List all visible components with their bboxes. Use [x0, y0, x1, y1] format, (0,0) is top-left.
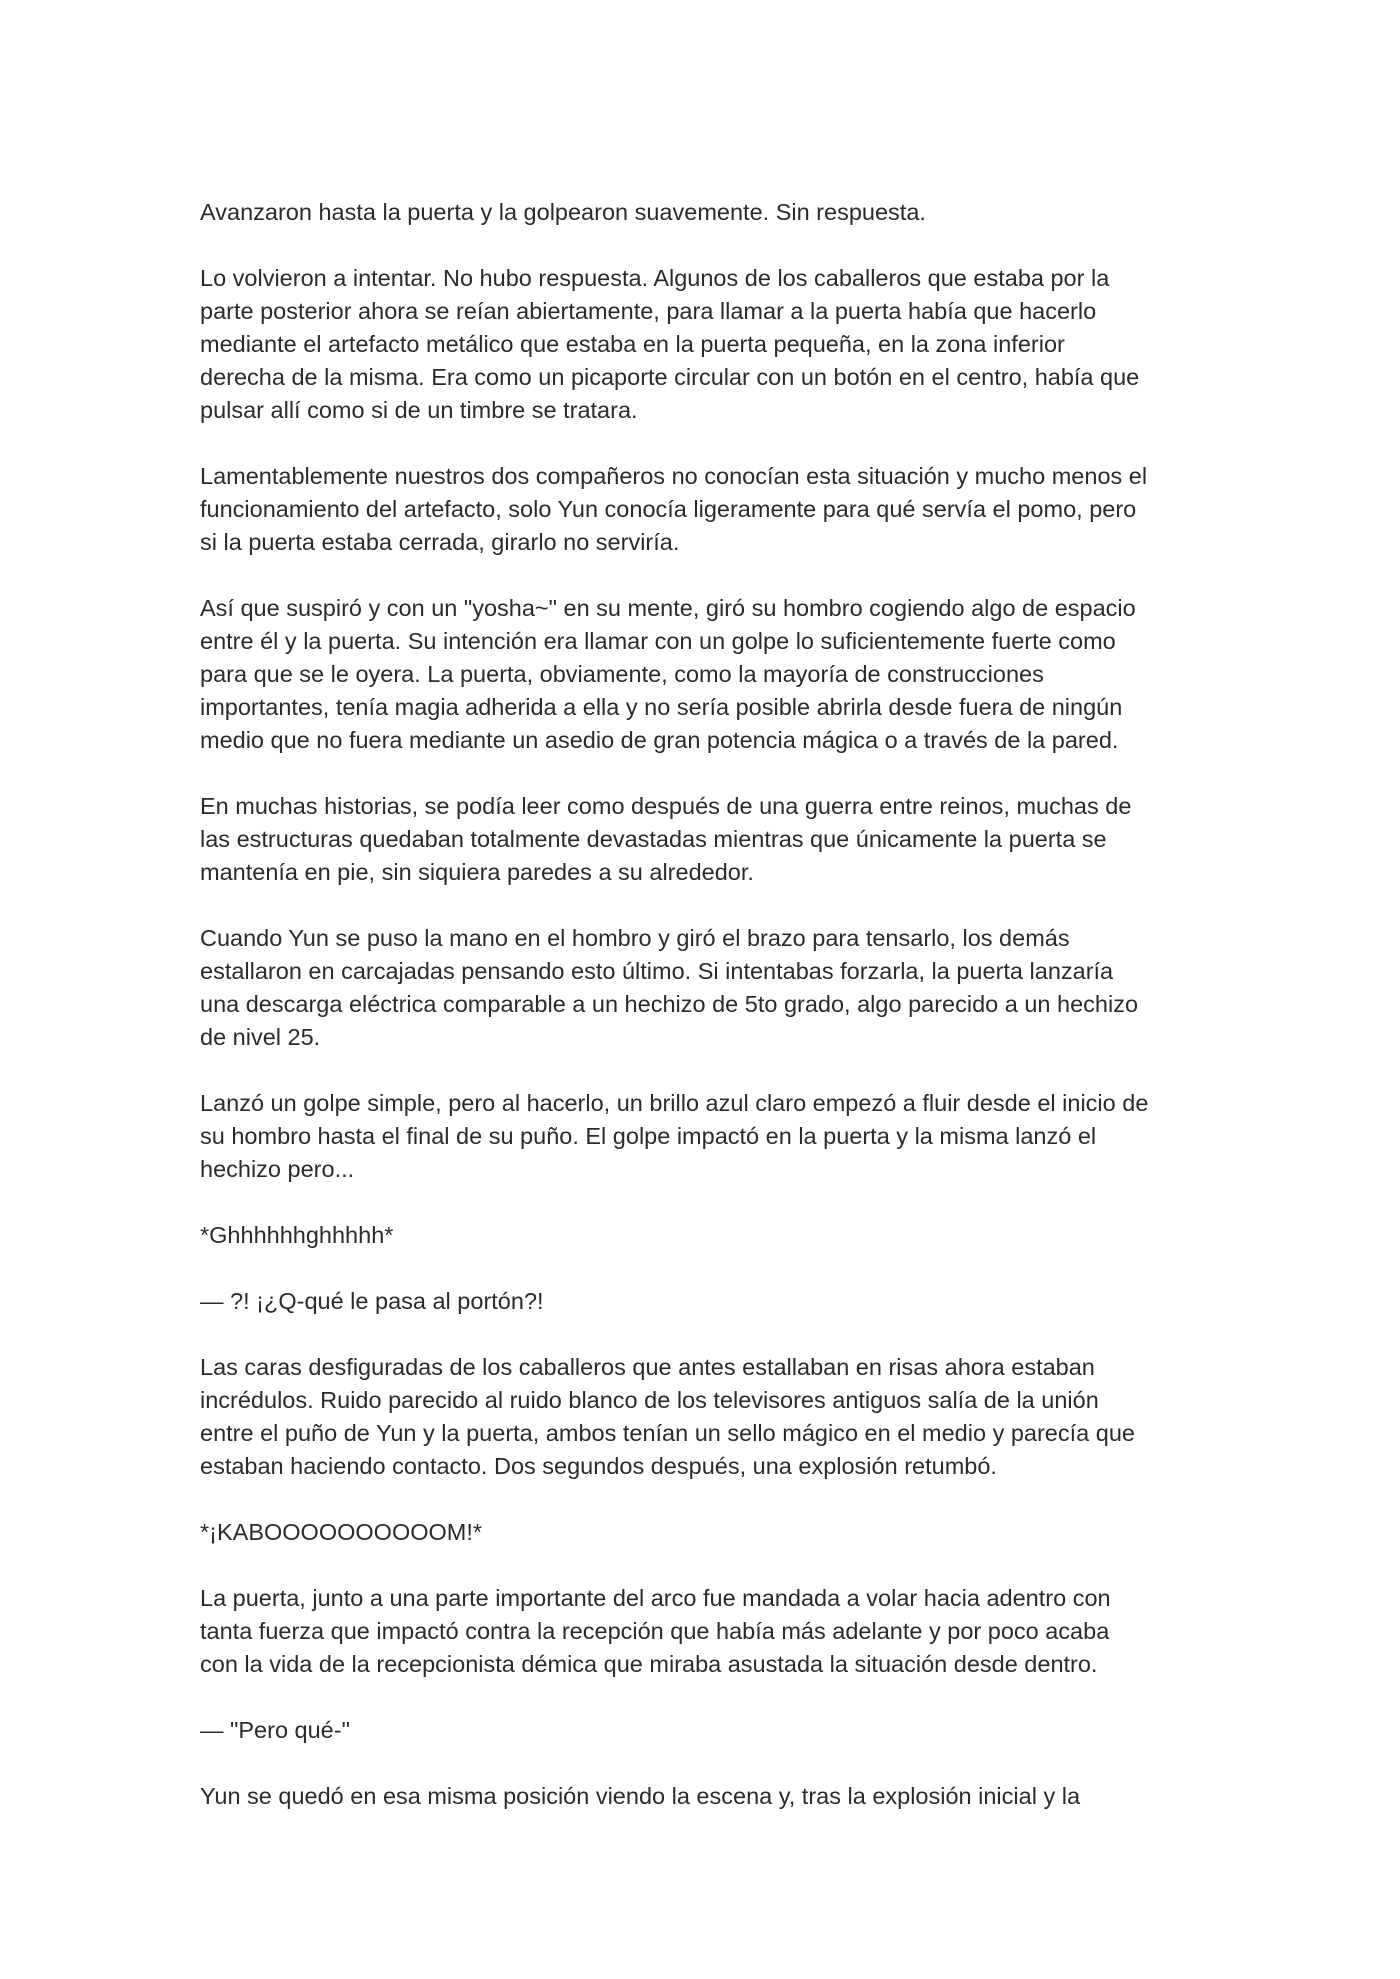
text-line: con la vida de la recepcionista démica que miraba asustada la situación desde dentro.: [200, 1651, 1098, 1677]
paragraph: [200, 790, 1210, 889]
text-line: Yun se quedó en esa misma posición viendo la escena y, tras la explosión inicial y la: [200, 1783, 1081, 1809]
text-line: Lo volvieron a intentar. No hubo respuesta. Algunos de los caballeros que estaba por la: [200, 265, 1110, 291]
text-line: mediante el artefacto metálico que estaba en la puerta pequeña, en la zona inferior: [200, 331, 1065, 357]
paragraph: [200, 460, 1210, 559]
text-line: una descarga eléctrica comparable a un hechizo de 5to grado, algo parecido a un hechizo: [200, 991, 1139, 1017]
text-line: Lanzó un golpe simple, pero al hacerlo, un brillo azul claro empezó a fluir desde el inicio de: [200, 1090, 1149, 1116]
paragraph: [200, 1087, 1210, 1186]
paragraph: [200, 1780, 1210, 1813]
paragraph: [200, 1351, 1210, 1483]
text-line: — "Pero qué-": [200, 1717, 350, 1743]
paragraph: [200, 1516, 1210, 1549]
paragraph: [200, 1714, 1210, 1747]
text-line: La puerta, junto a una parte importante del arco fue mandada a volar hacia adentro con: [200, 1585, 1111, 1611]
text-line: Las caras desfiguradas de los caballeros que antes estallaban en risas ahora estaban: [200, 1354, 1095, 1380]
text-line: En muchas historias, se podía leer como después de una guerra entre reinos, muchas de: [200, 793, 1132, 819]
paragraph: [200, 262, 1210, 427]
text-line: parte posterior ahora se reían abiertamente, para llamar a la puerta había que hacerlo: [200, 298, 1097, 324]
text-line: las estructuras quedaban totalmente devastadas mientras que únicamente la puerta se: [200, 826, 1107, 852]
text-line: funcionamiento del artefacto, solo Yun conocía ligeramente para qué servía el pomo, pero: [200, 496, 1137, 522]
text-line: incrédulos. Ruido parecido al ruido blanco de los televisores antiguos salía de la unión: [200, 1387, 1099, 1413]
paragraph: [200, 196, 1210, 229]
text-line: su hombro hasta el final de su puño. El golpe impactó en la puerta y la misma lanzó el: [200, 1123, 1097, 1149]
text-line: *Ghhhhhhghhhhh*: [200, 1222, 394, 1248]
paragraph: [200, 592, 1210, 757]
text-line: hechizo pero...: [200, 1156, 355, 1182]
text-line: Avanzaron hasta la puerta y la golpearon suavemente. Sin respuesta.: [200, 199, 926, 225]
text-line: pulsar allí como si de un timbre se tratara.: [200, 397, 638, 423]
paragraph: [200, 1219, 1210, 1252]
text-line: medio que no fuera mediante un asedio de gran potencia mágica o a través de la pared.: [200, 727, 1119, 753]
text-line: *¡KABOOOOOOOOOOM!*: [200, 1519, 483, 1545]
text-line: derecha de la misma. Era como un picaporte circular con un botón en el centro, había que: [200, 364, 1140, 390]
text-line: — ?! ¡¿Q-qué le pasa al portón?!: [200, 1288, 544, 1314]
paragraph: [200, 1582, 1210, 1681]
text-line: estaban haciendo contacto. Dos segundos después, una explosión retumbó.: [200, 1453, 997, 1479]
text-line: Así que suspiró y con un "yosha~" en su mente, giró su hombro cogiendo algo de espacio: [200, 595, 1136, 621]
document-body: [200, 196, 1210, 1846]
text-line: entre él y la puerta. Su intención era llamar con un golpe lo suficientemente fuerte como: [200, 628, 1116, 654]
text-line: mantenía en pie, sin siquiera paredes a su alrededor.: [200, 859, 754, 885]
text-line: de nivel 25.: [200, 1024, 321, 1050]
text-line: tanta fuerza que impactó contra la recepción que había más adelante y por poco acaba: [200, 1618, 1110, 1644]
paragraph: [200, 922, 1210, 1054]
text-line: Lamentablemente nuestros dos compañeros no conocían esta situación y mucho menos el: [200, 463, 1148, 489]
text-line: estallaron en carcajadas pensando esto último. Si intentabas forzarla, la puerta lanzaría: [200, 958, 1114, 984]
text-line: importantes, tenía magia adherida a ella y no sería posible abrirla desde fuera de ningún: [200, 694, 1123, 720]
text-line: para que se le oyera. La puerta, obviamente, como la mayoría de construcciones: [200, 661, 1044, 687]
text-line: Cuando Yun se puso la mano en el hombro y giró el brazo para tensarlo, los demás: [200, 925, 1070, 951]
text-line: entre el puño de Yun y la puerta, ambos tenían un sello mágico en el medio y parecía que: [200, 1420, 1135, 1446]
paragraph: [200, 1285, 1210, 1318]
text-line: si la puerta estaba cerrada, girarlo no serviría.: [200, 529, 680, 555]
